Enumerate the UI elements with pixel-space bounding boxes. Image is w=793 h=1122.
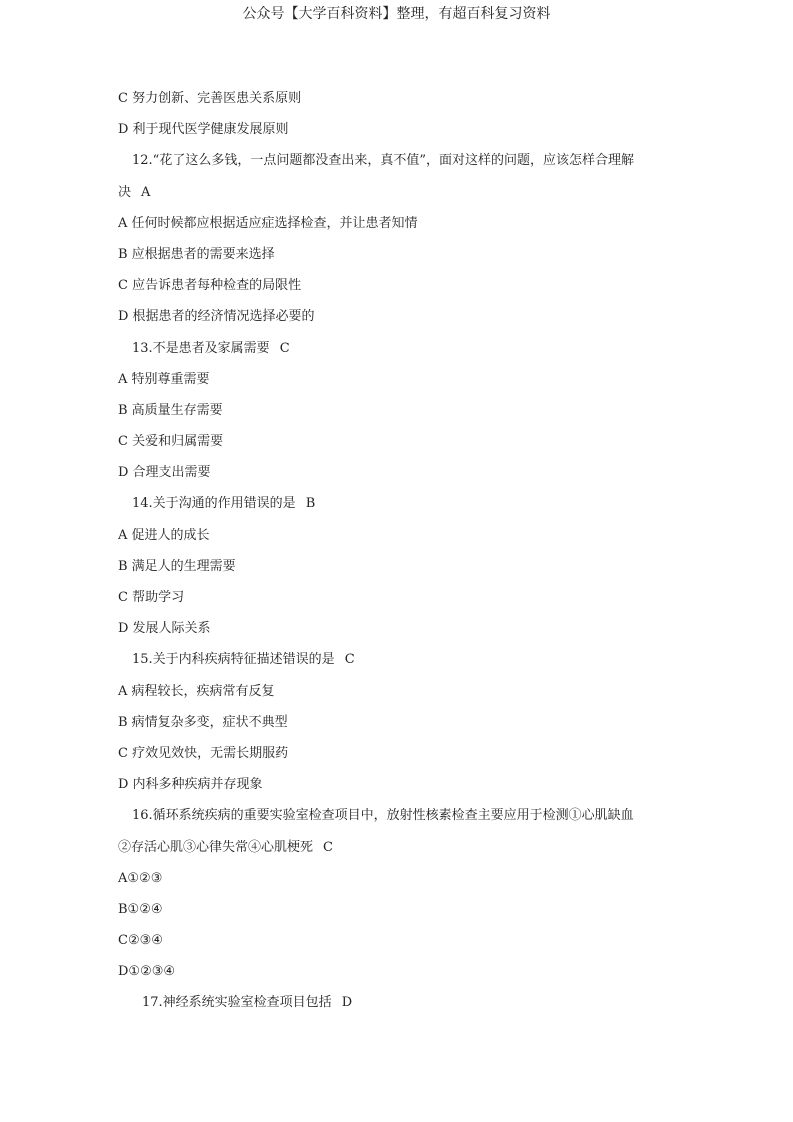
option-line: [118, 868, 688, 899]
option-text: C 应告诉患者每种检查的局限性: [118, 278, 302, 294]
option-line: [118, 88, 688, 119]
option-text: A 任何时候都应根据适应症选择检查，并让患者知情: [118, 215, 418, 231]
question-text: 17.神经系统实验室检查项目包括: [142, 995, 332, 1011]
option-text: C②③④: [118, 933, 163, 949]
question-14: [118, 493, 688, 524]
option-line: [118, 774, 688, 805]
option-line: [118, 961, 688, 992]
option-line: [118, 431, 688, 462]
answer-key: C: [344, 652, 355, 668]
option-text: A 病程较长，疾病常有反复: [118, 683, 275, 699]
option-text: A 促进人的成长: [118, 527, 210, 543]
option-line: [118, 556, 688, 587]
option-line: [118, 743, 688, 774]
option-line: [118, 400, 688, 431]
answer-key: C: [279, 340, 290, 356]
option-text: B 病情复杂多变，症状不典型: [118, 714, 288, 730]
option-line: [118, 213, 688, 244]
option-line: [118, 525, 688, 556]
answer-key: B: [305, 496, 316, 512]
question-text: 13.不是患者及家属需要: [132, 340, 270, 356]
question-text: 14.关于沟通的作用错误的是: [132, 496, 296, 512]
option-line: [118, 712, 688, 743]
document-body: [118, 88, 688, 1024]
question-text: 16.循环系统疾病的重要实验室检查项目中，放射性核素检查主要应用于检测①心肌缺血: [132, 808, 634, 824]
option-line: [118, 275, 688, 306]
option-line: [118, 462, 688, 493]
question-text: 12.“花了这么多钱，一点问题都没查出来，真不值”，面对这样的问题，应该怎样合理解: [132, 153, 634, 169]
option-text: D 合理支出需要: [118, 465, 211, 481]
question-17: [118, 992, 688, 1023]
question-15: [118, 649, 688, 680]
answer-key: D: [341, 995, 353, 1011]
option-text: C 关爱和归属需要: [118, 434, 224, 450]
option-line: [118, 306, 688, 337]
question-13: [118, 338, 688, 369]
option-text: B 满足人的生理需要: [118, 558, 236, 574]
question-text: 15.关于内科疾病特征描述错误的是: [132, 652, 335, 668]
option-text: A 特别尊重需要: [118, 371, 210, 387]
option-line: [118, 119, 688, 150]
option-text: C 帮助学习: [118, 590, 185, 605]
option-text: B 应根据患者的需要来选择: [118, 246, 275, 262]
option-text: D 根据患者的经济情况选择必要的: [118, 309, 315, 325]
option-text: B 高质量生存需要: [118, 402, 223, 418]
option-text: C 疗效见效快，无需长期服药: [118, 745, 289, 761]
option-line: [118, 930, 688, 961]
option-line: [118, 369, 688, 400]
option-text: B①②④: [118, 901, 163, 917]
option-text: C 努力创新、完善医患关系原则: [118, 91, 302, 106]
option-text: D 利于现代医学健康发展原则: [118, 122, 289, 138]
question-12: [118, 150, 688, 181]
question-text: ②存活心肌③心律失常④心肌梗死: [118, 839, 314, 855]
option-line: [118, 681, 688, 712]
question-16-continuation: [118, 837, 688, 868]
option-line: [118, 244, 688, 275]
question-12-continuation: [118, 182, 688, 213]
option-text: D 发展人际关系: [118, 621, 211, 637]
answer-key: A: [141, 184, 151, 200]
option-text: A①②③: [118, 870, 163, 886]
option-line: [118, 587, 688, 618]
option-line: [118, 899, 688, 930]
page-header: 公众号【大学百科资料】整理，有超百科复习资料: [242, 6, 551, 22]
question-text: 决: [118, 184, 132, 200]
answer-key: C: [323, 839, 333, 855]
question-16: [118, 805, 688, 836]
option-text: D①②③④: [118, 964, 176, 980]
option-line: [118, 618, 688, 649]
option-text: D 内科多种疾病并存现象: [118, 777, 263, 793]
